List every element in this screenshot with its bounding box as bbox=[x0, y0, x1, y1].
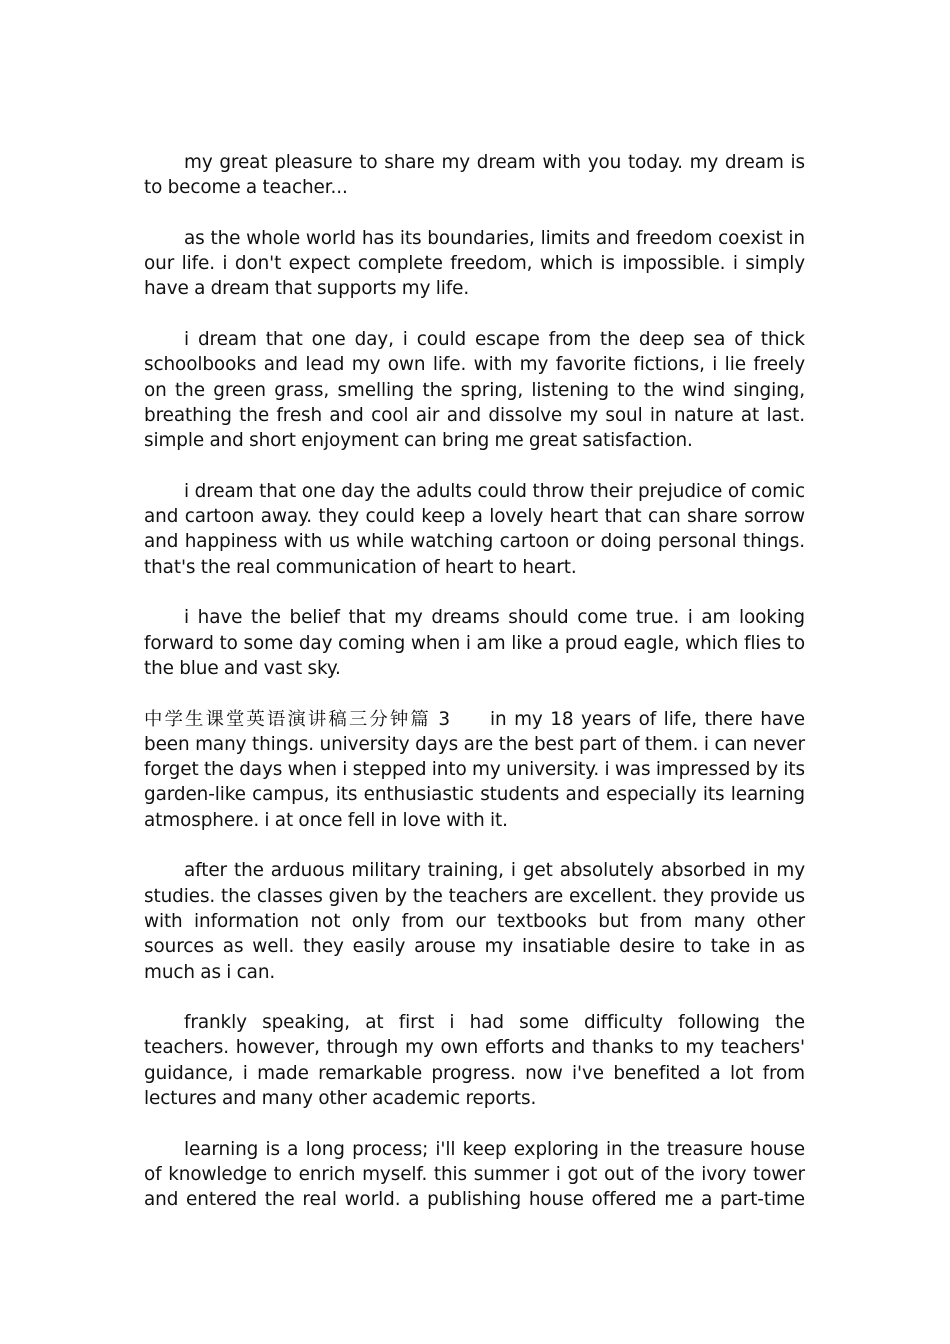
paragraph: learning is a long process; i'll keep exploring in the treasure house of knowledge to enrich myself. this summer i got out of the ivory tower and entered the real world. a publishing house offered me a part-time bbox=[144, 1138, 805, 1211]
paragraph: as the whole world has its boundaries, limits and freedom coexist in our life. i don't expect complete freedom, which is impossible. i simply have a dream that supports my life. bbox=[144, 227, 805, 300]
document-page bbox=[144, 150, 805, 1212]
paragraph: after the arduous military training, i get absolutely absorbed in my studies. the classes given by the teachers are excellent. they provide us with information not only from our textbooks but from many other sources as well. they easily arouse my insatiable desire to take in as much as i can. bbox=[144, 860, 805, 983]
paragraph: my great pleasure to share my dream with you today. my dream is to become a teacher... bbox=[144, 152, 805, 199]
section-first-paragraph-text: in my 18 years of life, there have been many things. university days are the best part of them. i can never forget the days when i stepped into my university. i was impressed by its garden-like campus, its enthusiastic students and especially its learning atmosphere. i at once fell in love with it. bbox=[144, 708, 805, 831]
paragraph: frankly speaking, at first i had some difficulty following the teachers. however, through my own efforts and thanks to my teachers' guidance, i made remarkable progress. now i've benefited a lot from lectures and many other academic reports. bbox=[144, 1012, 805, 1109]
paragraph: i dream that one day, i could escape from the deep sea of thick schoolbooks and lead my own life. with my favorite fictions, i lie freely on the green grass, smelling the spring, listening to the wind singing, breathing the fresh and cool air and dissolve my soul in nature at last. simple and short enjoyment can bring me great satisfaction. bbox=[144, 329, 805, 452]
section-paragraph bbox=[144, 707, 805, 833]
section-heading: 中学生课堂英语演讲稿三分钟篇 3 bbox=[144, 708, 450, 730]
paragraph: i have the belief that my dreams should come true. i am looking forward to some day coming when i am like a proud eagle, which flies to the blue and vast sky. bbox=[144, 607, 805, 679]
paragraph: i dream that one day the adults could throw their prejudice of comic and cartoon away. they could keep a lovely heart that can share sorrow and happiness with us while watching cartoon or doing personal things. that's the real communication of heart to heart. bbox=[144, 480, 805, 578]
